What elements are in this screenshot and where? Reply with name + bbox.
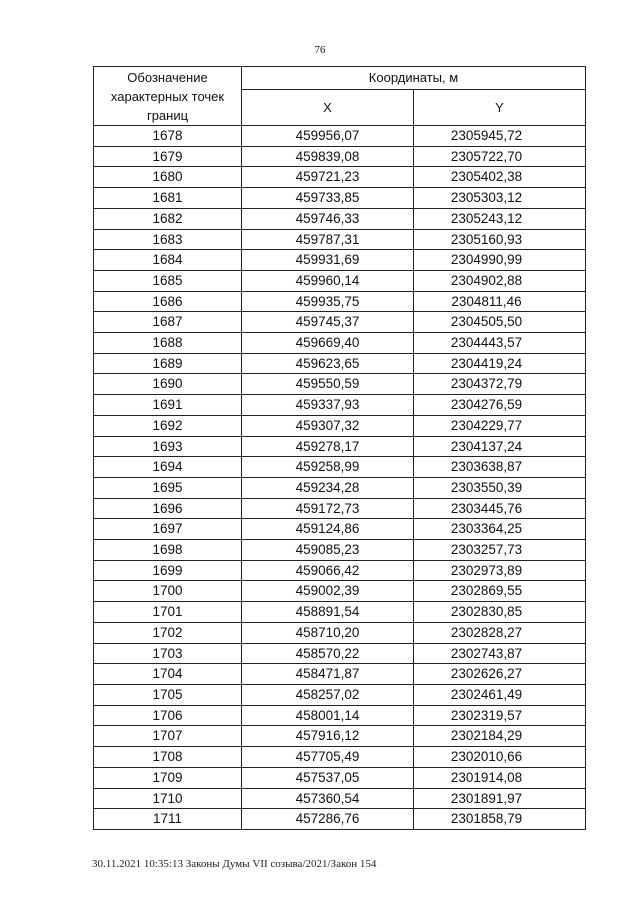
table-header [94, 67, 586, 126]
cell-point: 1710 [94, 788, 242, 809]
table-row [94, 229, 586, 250]
table-row [94, 146, 586, 167]
cell-x: 459960,14 [242, 270, 414, 291]
cell-x: 459935,75 [242, 291, 414, 312]
cell-point: 1693 [94, 436, 242, 457]
footer-stamp: 30.11.2021 10:35:13 Законы Думы VII созыва/2021/Закон 154 [92, 858, 377, 870]
cell-y: 2302830,85 [414, 602, 586, 623]
cell-point: 1703 [94, 643, 242, 664]
cell-x: 459278,17 [242, 436, 414, 457]
cell-x: 458891,54 [242, 602, 414, 623]
cell-y: 2304229,77 [414, 415, 586, 436]
cell-point: 1697 [94, 519, 242, 540]
table-row [94, 457, 586, 478]
cell-x: 459746,33 [242, 208, 414, 229]
table-row [94, 312, 586, 333]
cell-point: 1695 [94, 477, 242, 498]
cell-y: 2304443,57 [414, 333, 586, 354]
table-row [94, 436, 586, 457]
cell-x: 457360,54 [242, 788, 414, 809]
cell-y: 2304990,99 [414, 250, 586, 271]
cell-point: 1704 [94, 664, 242, 685]
cell-point: 1682 [94, 208, 242, 229]
cell-y: 2302184,29 [414, 726, 586, 747]
cell-x: 458257,02 [242, 684, 414, 705]
cell-y: 2303638,87 [414, 457, 586, 478]
cell-y: 2302461,49 [414, 684, 586, 705]
cell-y: 2305722,70 [414, 146, 586, 167]
cell-point: 1692 [94, 415, 242, 436]
cell-y: 2303257,73 [414, 540, 586, 561]
table-row [94, 519, 586, 540]
table-row [94, 208, 586, 229]
cell-point: 1701 [94, 602, 242, 623]
table-row [94, 705, 586, 726]
cell-point: 1702 [94, 622, 242, 643]
cell-x: 459931,69 [242, 250, 414, 271]
cell-y: 2302828,27 [414, 622, 586, 643]
cell-y: 2302319,57 [414, 705, 586, 726]
cell-point: 1685 [94, 270, 242, 291]
cell-y: 2304419,24 [414, 353, 586, 374]
cell-point: 1708 [94, 747, 242, 768]
table-row [94, 250, 586, 271]
cell-x: 457537,05 [242, 767, 414, 788]
cell-y: 2301858,79 [414, 809, 586, 830]
cell-point: 1679 [94, 146, 242, 167]
cell-x: 459956,07 [242, 126, 414, 147]
table-row [94, 395, 586, 416]
cell-point: 1691 [94, 395, 242, 416]
cell-y: 2305303,12 [414, 188, 586, 209]
cell-y: 2304276,59 [414, 395, 586, 416]
cell-x: 459623,65 [242, 353, 414, 374]
table-row [94, 333, 586, 354]
table-row [94, 353, 586, 374]
table-row [94, 747, 586, 768]
cell-y: 2302010,66 [414, 747, 586, 768]
cell-y: 2305402,38 [414, 167, 586, 188]
cell-x: 458570,22 [242, 643, 414, 664]
table-row [94, 540, 586, 561]
table-row [94, 581, 586, 602]
cell-point: 1686 [94, 291, 242, 312]
cell-point: 1688 [94, 333, 242, 354]
cell-x: 459085,23 [242, 540, 414, 561]
table-row [94, 726, 586, 747]
cell-x: 458710,20 [242, 622, 414, 643]
cell-y: 2302743,87 [414, 643, 586, 664]
cell-x: 457916,12 [242, 726, 414, 747]
table-row [94, 622, 586, 643]
table-row [94, 374, 586, 395]
cell-point: 1683 [94, 229, 242, 250]
cell-point: 1700 [94, 581, 242, 602]
cell-x: 458471,87 [242, 664, 414, 685]
cell-y: 2304372,79 [414, 374, 586, 395]
cell-y: 2305243,12 [414, 208, 586, 229]
table-row [94, 560, 586, 581]
cell-point: 1680 [94, 167, 242, 188]
cell-point: 1705 [94, 684, 242, 705]
cell-x: 459002,39 [242, 581, 414, 602]
table-row [94, 415, 586, 436]
cell-x: 459258,99 [242, 457, 414, 478]
cell-point: 1690 [94, 374, 242, 395]
cell-y: 2302973,89 [414, 560, 586, 581]
cell-x: 459745,37 [242, 312, 414, 333]
table-row [94, 788, 586, 809]
table-row [94, 477, 586, 498]
cell-point: 1689 [94, 353, 242, 374]
cell-y: 2304505,50 [414, 312, 586, 333]
table-row [94, 188, 586, 209]
cell-x: 457705,49 [242, 747, 414, 768]
cell-point: 1684 [94, 250, 242, 271]
cell-point: 1678 [94, 126, 242, 147]
table-row [94, 498, 586, 519]
cell-y: 2304902,88 [414, 270, 586, 291]
cell-x: 459234,28 [242, 477, 414, 498]
cell-x: 457286,76 [242, 809, 414, 830]
cell-y: 2301891,97 [414, 788, 586, 809]
cell-point: 1706 [94, 705, 242, 726]
cell-point: 1707 [94, 726, 242, 747]
table-row [94, 270, 586, 291]
cell-y: 2304137,24 [414, 436, 586, 457]
cell-y: 2305945,72 [414, 126, 586, 147]
cell-y: 2303550,39 [414, 477, 586, 498]
header-x: X [242, 90, 414, 126]
cell-x: 459733,85 [242, 188, 414, 209]
cell-point: 1698 [94, 540, 242, 561]
table-row [94, 684, 586, 705]
coordinates-table [93, 66, 586, 830]
table-row [94, 291, 586, 312]
table-body [94, 126, 586, 830]
table-row [94, 643, 586, 664]
cell-y: 2302626,27 [414, 664, 586, 685]
page-number: 76 [314, 44, 326, 56]
cell-y: 2301914,08 [414, 767, 586, 788]
cell-y: 2303445,76 [414, 498, 586, 519]
cell-y: 2302869,55 [414, 581, 586, 602]
cell-point: 1709 [94, 767, 242, 788]
table-row [94, 664, 586, 685]
cell-x: 459172,73 [242, 498, 414, 519]
cell-y: 2305160,93 [414, 229, 586, 250]
cell-x: 459124,86 [242, 519, 414, 540]
cell-x: 459721,23 [242, 167, 414, 188]
cell-point: 1711 [94, 809, 242, 830]
header-designation: Обозначение характерных точек границ [94, 67, 242, 126]
table-row [94, 602, 586, 623]
cell-x: 459307,32 [242, 415, 414, 436]
cell-x: 458001,14 [242, 705, 414, 726]
table-row [94, 809, 586, 830]
cell-x: 459839,08 [242, 146, 414, 167]
cell-y: 2303364,25 [414, 519, 586, 540]
cell-x: 459337,93 [242, 395, 414, 416]
cell-point: 1699 [94, 560, 242, 581]
header-coordinates: Координаты, м [242, 67, 586, 90]
cell-point: 1696 [94, 498, 242, 519]
table-row [94, 167, 586, 188]
cell-x: 459066,42 [242, 560, 414, 581]
cell-y: 2304811,46 [414, 291, 586, 312]
cell-x: 459787,31 [242, 229, 414, 250]
table-row [94, 767, 586, 788]
cell-x: 459669,40 [242, 333, 414, 354]
cell-point: 1681 [94, 188, 242, 209]
cell-point: 1687 [94, 312, 242, 333]
cell-x: 459550,59 [242, 374, 414, 395]
table-row [94, 126, 586, 147]
cell-point: 1694 [94, 457, 242, 478]
header-y: Y [414, 90, 586, 126]
